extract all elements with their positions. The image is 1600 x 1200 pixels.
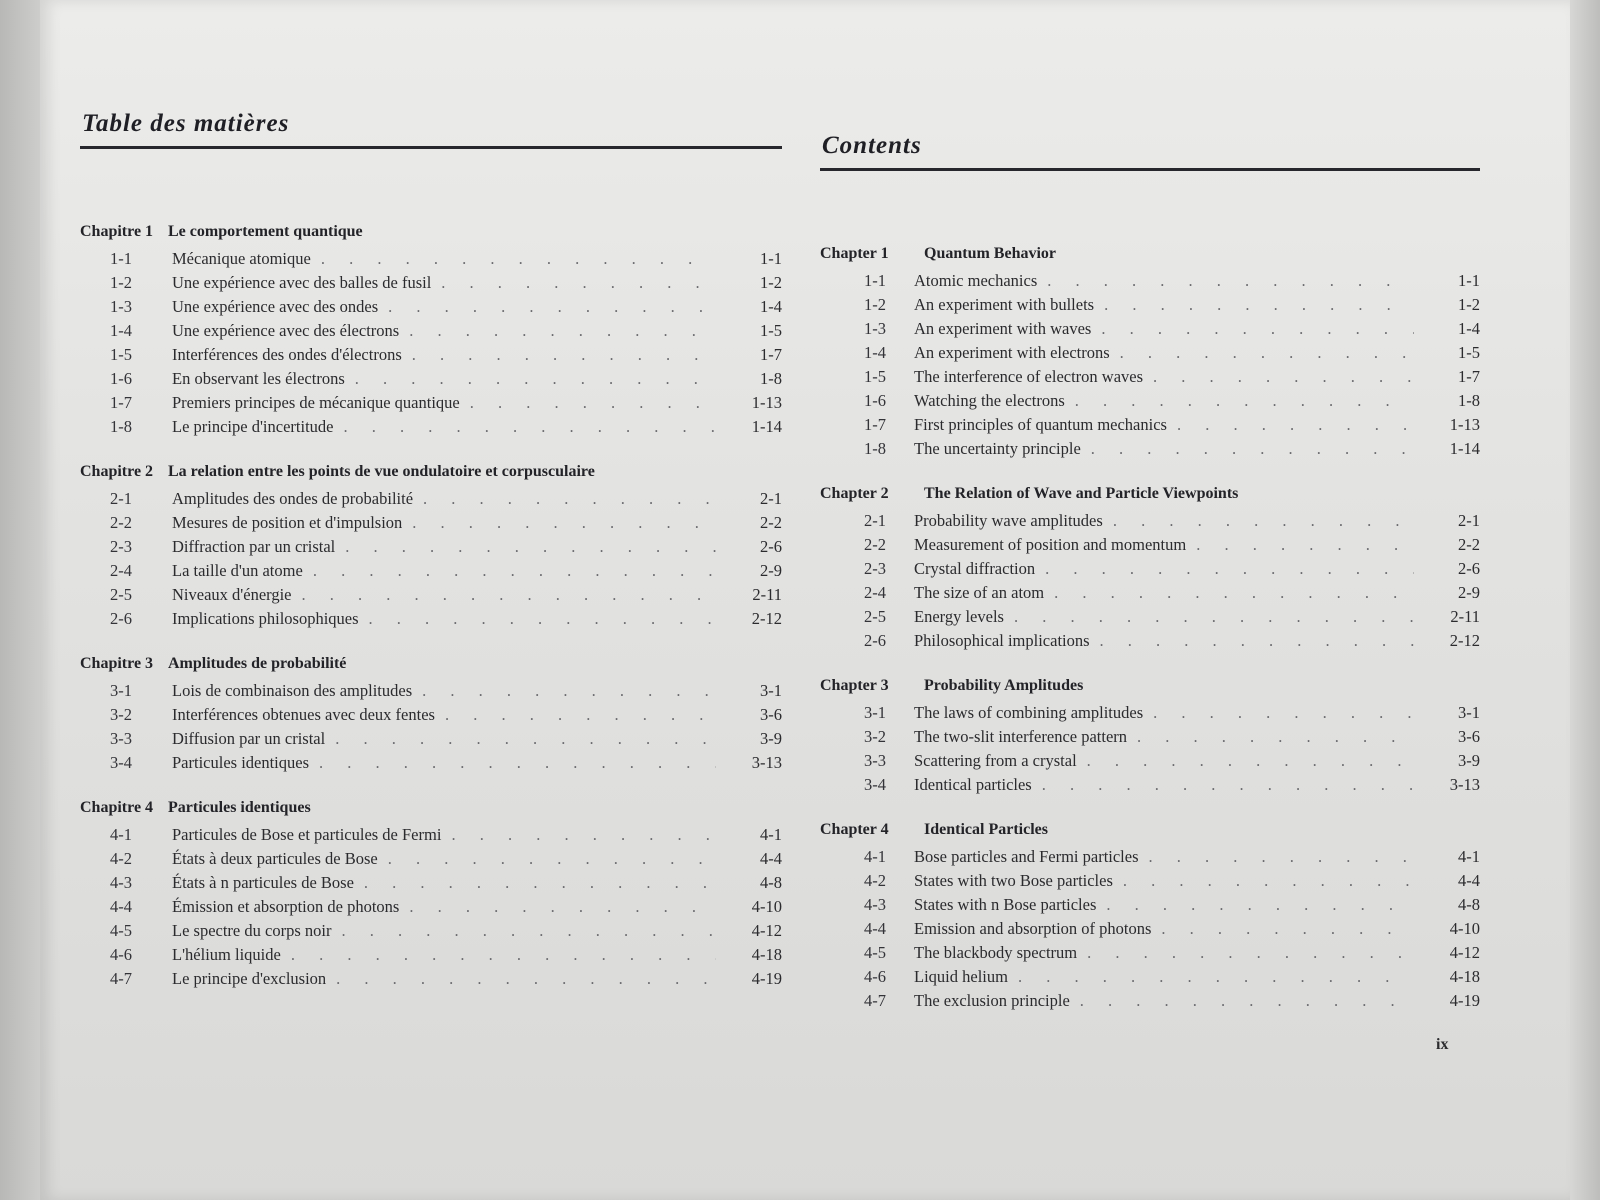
toc-entry — [820, 895, 1480, 919]
page-number: 4-8 — [1458, 895, 1480, 914]
section-title: Implications philosophiques — [172, 609, 359, 628]
toc-entry — [80, 513, 782, 537]
leader-dots — [445, 705, 716, 725]
chapter-header — [820, 821, 1480, 839]
section-title: États à n particules de Bose — [172, 873, 354, 892]
leader-dots — [291, 945, 716, 965]
leader-dots — [1120, 343, 1414, 363]
section-list — [80, 489, 782, 633]
leader-dots — [412, 345, 716, 365]
chapter-title: Probability Amplitudes — [924, 677, 1084, 694]
section-title: Measurement of position and momentum — [914, 535, 1187, 554]
section-number: 1-6 — [110, 369, 132, 388]
leader-dots — [1045, 559, 1414, 579]
section-list — [820, 703, 1480, 799]
leader-dots — [344, 417, 717, 437]
toc-entry — [80, 753, 782, 777]
toc-entry — [820, 439, 1480, 463]
leader-dots — [412, 513, 716, 533]
french-chapter-3 — [80, 655, 782, 777]
leader-dots — [1047, 271, 1414, 291]
leader-dots — [335, 729, 716, 749]
toc-entry — [80, 945, 782, 969]
page-number: 1-8 — [760, 369, 782, 388]
section-number: 4-4 — [864, 919, 886, 938]
section-number: 2-5 — [110, 585, 132, 604]
toc-entry — [80, 921, 782, 945]
toc-entry — [820, 919, 1480, 943]
leader-dots — [1113, 511, 1414, 531]
section-number: 4-3 — [864, 895, 886, 914]
chapter-title: Le comportement quantique — [168, 223, 363, 240]
page-number: 2-12 — [1449, 631, 1480, 650]
page-number: 4-19 — [751, 969, 782, 988]
toc-entry — [80, 561, 782, 585]
page-number: 1-14 — [751, 417, 782, 436]
section-title: Interférences obtenues avec deux fentes — [172, 705, 435, 724]
page-number: 4-19 — [1449, 991, 1480, 1010]
english-toc-column — [820, 132, 1480, 1037]
section-title: The laws of combining amplitudes — [914, 703, 1144, 722]
section-title: Liquid helium — [914, 967, 1008, 986]
toc-entry — [80, 273, 782, 297]
section-number: 4-1 — [864, 847, 886, 866]
toc-entry — [820, 703, 1480, 727]
section-number: 1-3 — [110, 297, 132, 316]
page-number: 2-1 — [760, 489, 782, 508]
toc-entry — [80, 849, 782, 873]
toc-entry — [80, 705, 782, 729]
section-title: Atomic mechanics — [914, 271, 1038, 290]
page-number: 2-9 — [1458, 583, 1480, 602]
section-title: Mesures de position et d'impulsion — [172, 513, 403, 532]
toc-entry — [80, 609, 782, 633]
page-number: 3-1 — [760, 681, 782, 700]
toc-entry — [80, 825, 782, 849]
section-number: 4-7 — [110, 969, 132, 988]
section-number: 4-3 — [110, 873, 132, 892]
section-number: 3-1 — [864, 703, 886, 722]
section-title: The exclusion principle — [914, 991, 1070, 1010]
section-number: 2-2 — [864, 535, 886, 554]
section-title: Mécanique atomique — [172, 249, 311, 268]
page-number: 1-8 — [1458, 391, 1480, 410]
toc-entry — [820, 607, 1480, 631]
section-list — [820, 847, 1480, 1015]
section-title: États à deux particules de Bose — [172, 849, 378, 868]
section-number: 1-6 — [864, 391, 886, 410]
section-number: 1-4 — [864, 343, 886, 362]
toc-entry — [80, 537, 782, 561]
page-number: 1-2 — [760, 273, 782, 292]
section-title: Une expérience avec des électrons — [172, 321, 400, 340]
page-number: 2-6 — [760, 537, 782, 556]
leader-dots — [1123, 871, 1414, 891]
page-number: 1-7 — [760, 345, 782, 364]
toc-entry — [820, 367, 1480, 391]
section-title: Lois de combinaison des amplitudes — [172, 681, 413, 700]
leader-dots — [470, 393, 716, 413]
leader-dots — [1161, 919, 1414, 939]
section-title: Scattering from a crystal — [914, 751, 1077, 770]
page-number: 1-4 — [760, 297, 782, 316]
leader-dots — [341, 921, 716, 941]
section-title: Le spectre du corps noir — [172, 921, 332, 940]
chapter-header — [80, 799, 782, 817]
page-number: 2-6 — [1458, 559, 1480, 578]
toc-entry — [80, 873, 782, 897]
chapter-title: Identical Particles — [924, 821, 1048, 838]
toc-entry — [820, 727, 1480, 751]
page-number: 1-13 — [1449, 415, 1480, 434]
toc-entry — [80, 729, 782, 753]
toc-entry — [820, 583, 1480, 607]
leader-dots — [369, 609, 716, 629]
section-number: 4-7 — [864, 991, 886, 1010]
section-title: Bose particles and Fermi particles — [914, 847, 1139, 866]
leader-dots — [388, 297, 716, 317]
toc-entry — [820, 871, 1480, 895]
section-number: 3-4 — [110, 753, 132, 772]
toc-entry — [80, 681, 782, 705]
leader-dots — [451, 825, 716, 845]
leader-dots — [422, 681, 716, 701]
chapter-label: Chapter 3 — [820, 677, 889, 694]
page-number: 2-11 — [1450, 607, 1480, 626]
section-list — [820, 511, 1480, 655]
page-number: 4-18 — [751, 945, 782, 964]
page-number: 2-1 — [1458, 511, 1480, 530]
section-number: 3-2 — [110, 705, 132, 724]
section-number: 1-4 — [110, 321, 132, 340]
french-toc-column — [80, 110, 782, 1015]
section-number: 1-8 — [110, 417, 132, 436]
leader-dots — [336, 969, 716, 989]
section-title: Interférences des ondes d'électrons — [172, 345, 402, 364]
section-title: Le principe d'incertitude — [172, 417, 334, 436]
page-number: 4-12 — [1449, 943, 1480, 962]
toc-entry — [820, 559, 1480, 583]
chapter-header — [80, 223, 782, 241]
leader-dots — [1177, 415, 1414, 435]
section-title: An experiment with bullets — [914, 295, 1095, 314]
french-chapter-4 — [80, 799, 782, 993]
english-chapter-3 — [820, 677, 1480, 799]
toc-entry — [820, 535, 1480, 559]
toc-entry — [820, 343, 1480, 367]
section-title: En observant les électrons — [172, 369, 345, 388]
section-number: 4-2 — [110, 849, 132, 868]
section-list — [820, 271, 1480, 463]
leader-dots — [1149, 847, 1414, 867]
page-number: 4-1 — [760, 825, 782, 844]
section-number: 3-4 — [864, 775, 886, 794]
section-number: 1-2 — [110, 273, 132, 292]
section-title: Le principe d'exclusion — [172, 969, 327, 988]
leader-dots — [355, 369, 716, 389]
section-number: 4-6 — [864, 967, 886, 986]
leader-dots — [1075, 391, 1414, 411]
page-number: 4-4 — [760, 849, 782, 868]
section-title: States with n Bose particles — [914, 895, 1097, 914]
section-title: The uncertainty principle — [914, 439, 1081, 458]
section-title: An experiment with electrons — [914, 343, 1110, 362]
section-title: The two-slit interference pattern — [914, 727, 1128, 746]
leader-dots — [1100, 631, 1414, 651]
leader-dots — [313, 561, 716, 581]
toc-entry — [80, 417, 782, 441]
section-title: Une expérience avec des ondes — [172, 297, 379, 316]
page-number: 2-9 — [760, 561, 782, 580]
section-title: States with two Bose particles — [914, 871, 1113, 890]
french-toc-heading: Table des matières — [82, 110, 290, 137]
toc-entry — [80, 297, 782, 321]
leader-dots — [1087, 751, 1414, 771]
page-number: 1-7 — [1458, 367, 1480, 386]
chapter-title: The Relation of Wave and Particle Viewpoints — [924, 485, 1239, 502]
section-title: The blackbody spectrum — [914, 943, 1078, 962]
chapter-header — [80, 463, 782, 481]
chapter-label: Chapitre 2 — [80, 463, 154, 480]
toc-entry — [820, 295, 1480, 319]
toc-entry — [820, 511, 1480, 535]
chapter-label: Chapter 4 — [820, 821, 889, 838]
chapter-label: Chapter 1 — [820, 245, 889, 262]
page-number: 1-2 — [1458, 295, 1480, 314]
section-number: 4-2 — [864, 871, 886, 890]
section-number: 2-1 — [110, 489, 132, 508]
leader-dots — [1054, 583, 1414, 603]
section-title: Emission and absorption of photons — [914, 919, 1152, 938]
section-title: Premiers principes de mécanique quantique — [172, 393, 460, 412]
page-number: 4-1 — [1458, 847, 1480, 866]
section-title: Particules identiques — [172, 753, 310, 772]
english-heading-rule — [820, 168, 1480, 171]
toc-entry — [820, 391, 1480, 415]
english-chapter-2 — [820, 485, 1480, 655]
section-number: 1-7 — [864, 415, 886, 434]
chapter-header — [820, 677, 1480, 695]
toc-entry — [820, 847, 1480, 871]
toc-entry — [80, 249, 782, 273]
chapter-header — [80, 655, 782, 673]
section-title: Probability wave amplitudes — [914, 511, 1103, 530]
leader-dots — [409, 897, 716, 917]
leader-dots — [364, 873, 716, 893]
english-chapter-1 — [820, 245, 1480, 463]
chapter-header — [820, 245, 1480, 263]
section-title: Crystal diffraction — [914, 559, 1036, 578]
section-number: 1-5 — [864, 367, 886, 386]
toc-entry — [80, 969, 782, 993]
leader-dots — [1153, 703, 1414, 723]
page-number: 1-4 — [1458, 319, 1480, 338]
leader-dots — [1101, 319, 1414, 339]
toc-entry — [820, 991, 1480, 1015]
section-number: 4-1 — [110, 825, 132, 844]
section-number: 1-8 — [864, 439, 886, 458]
section-number: 2-3 — [110, 537, 132, 556]
leader-dots — [1014, 607, 1414, 627]
leader-dots — [1104, 295, 1414, 315]
english-chapter-4 — [820, 821, 1480, 1015]
page-number: 3-6 — [1458, 727, 1480, 746]
book-spine-shadow — [0, 0, 44, 1200]
section-title: Niveaux d'énergie — [172, 585, 292, 604]
leader-dots — [319, 753, 716, 773]
section-number: 1-7 — [110, 393, 132, 412]
chapter-label: Chapitre 1 — [80, 223, 154, 240]
section-title: First principles of quantum mechanics — [914, 415, 1167, 434]
section-title: Diffusion par un cristal — [172, 729, 326, 748]
leader-dots — [1196, 535, 1414, 555]
english-toc-heading: Contents — [822, 132, 922, 159]
page-number: 2-11 — [752, 585, 782, 604]
section-title: Une expérience avec des balles de fusil — [172, 273, 432, 292]
chapter-label: Chapitre 3 — [80, 655, 154, 672]
toc-entry — [80, 489, 782, 513]
section-number: 1-3 — [864, 319, 886, 338]
page-number: 2-2 — [1458, 535, 1480, 554]
section-title: Identical particles — [914, 775, 1032, 794]
chapter-label: Chapitre 4 — [80, 799, 154, 816]
toc-entry — [820, 751, 1480, 775]
leader-dots — [1153, 367, 1414, 387]
french-chapter-2 — [80, 463, 782, 633]
toc-entry — [820, 775, 1480, 799]
section-title: La taille d'un atome — [172, 561, 303, 580]
page-number: 4-10 — [751, 897, 782, 916]
toc-entry — [80, 393, 782, 417]
leader-dots — [388, 849, 716, 869]
leader-dots — [1091, 439, 1414, 459]
page-number: 3-9 — [760, 729, 782, 748]
section-number: 3-3 — [864, 751, 886, 770]
section-number: 1-2 — [864, 295, 886, 314]
toc-entry — [820, 319, 1480, 343]
chapter-title: La relation entre les points de vue ondulatoire et corpusculaire — [168, 463, 595, 480]
toc-entry — [820, 631, 1480, 655]
leader-dots — [1018, 967, 1414, 987]
page-number: 3-13 — [1449, 775, 1480, 794]
toc-entry — [80, 369, 782, 393]
section-title: The interference of electron waves — [914, 367, 1144, 386]
section-number: 1-5 — [110, 345, 132, 364]
page-number: 3-13 — [751, 753, 782, 772]
section-number: 4-5 — [864, 943, 886, 962]
leader-dots — [441, 273, 716, 293]
section-number: 2-1 — [864, 511, 886, 530]
section-title: The size of an atom — [914, 583, 1045, 602]
section-number: 2-5 — [864, 607, 886, 626]
section-title: Émission et absorption de photons — [172, 897, 400, 916]
section-number: 4-5 — [110, 921, 132, 940]
section-number: 1-1 — [110, 249, 132, 268]
page-number: 4-10 — [1449, 919, 1480, 938]
chapter-header — [820, 485, 1480, 503]
section-number: 4-4 — [110, 897, 132, 916]
toc-entry — [80, 321, 782, 345]
toc-entry — [820, 943, 1480, 967]
page-number: 1-5 — [760, 321, 782, 340]
section-list — [80, 825, 782, 993]
section-title: Energy levels — [914, 607, 1004, 626]
chapter-title: Quantum Behavior — [924, 245, 1057, 262]
section-number: 2-6 — [110, 609, 132, 628]
page-right-edge — [1570, 0, 1600, 1200]
toc-entry — [820, 415, 1480, 439]
section-title: Philosophical implications — [914, 631, 1090, 650]
leader-dots — [1087, 943, 1414, 963]
section-list — [80, 681, 782, 777]
toc-entry — [820, 271, 1480, 295]
french-chapter-1 — [80, 223, 782, 441]
section-list — [80, 249, 782, 441]
page-number: 1-13 — [751, 393, 782, 412]
section-title: Diffraction par un cristal — [172, 537, 336, 556]
leader-dots — [423, 489, 716, 509]
section-number: 2-4 — [110, 561, 132, 580]
section-number: 3-1 — [110, 681, 132, 700]
leader-dots — [1106, 895, 1414, 915]
leader-dots — [1080, 991, 1414, 1011]
section-title: L'hélium liquide — [172, 945, 281, 964]
section-title: Watching the electrons — [914, 391, 1065, 410]
section-number: 2-2 — [110, 513, 132, 532]
chapter-title: Amplitudes de probabilité — [168, 655, 347, 672]
section-number: 2-6 — [864, 631, 886, 650]
section-number: 3-3 — [110, 729, 132, 748]
toc-entry — [80, 897, 782, 921]
toc-entry — [80, 585, 782, 609]
section-title: An experiment with waves — [914, 319, 1092, 338]
page-number: 1-5 — [1458, 343, 1480, 362]
chapter-label: Chapter 2 — [820, 485, 889, 502]
page-number: 2-12 — [751, 609, 782, 628]
page-number: 1-1 — [1458, 271, 1480, 290]
section-title: Amplitudes des ondes de probabilité — [172, 489, 414, 508]
page-number: 3-9 — [1458, 751, 1480, 770]
section-number: 3-2 — [864, 727, 886, 746]
leader-dots — [302, 585, 717, 605]
section-number: 4-6 — [110, 945, 132, 964]
page-number: 2-2 — [760, 513, 782, 532]
page-number: 3-1 — [1458, 703, 1480, 722]
page-number: 1-1 — [760, 249, 782, 268]
page-number: 4-18 — [1449, 967, 1480, 986]
page-number: 4-8 — [760, 873, 782, 892]
page-number: 4-12 — [751, 921, 782, 940]
chapter-title: Particules identiques — [168, 799, 311, 816]
section-title: Particules de Bose et particules de Fermi — [172, 825, 442, 844]
page-number: 3-6 — [760, 705, 782, 724]
section-number: 2-4 — [864, 583, 886, 602]
leader-dots — [321, 249, 716, 269]
leader-dots — [345, 537, 716, 557]
toc-entry — [80, 345, 782, 369]
toc-entry — [820, 967, 1480, 991]
section-number: 2-3 — [864, 559, 886, 578]
section-number: 1-1 — [864, 271, 886, 290]
leader-dots — [1042, 775, 1414, 795]
french-heading-rule — [80, 146, 782, 149]
page-number: 4-4 — [1458, 871, 1480, 890]
leader-dots — [1137, 727, 1414, 747]
page-folio: ix — [1436, 1036, 1449, 1053]
leader-dots — [409, 321, 716, 341]
page-number: 1-14 — [1449, 439, 1480, 458]
